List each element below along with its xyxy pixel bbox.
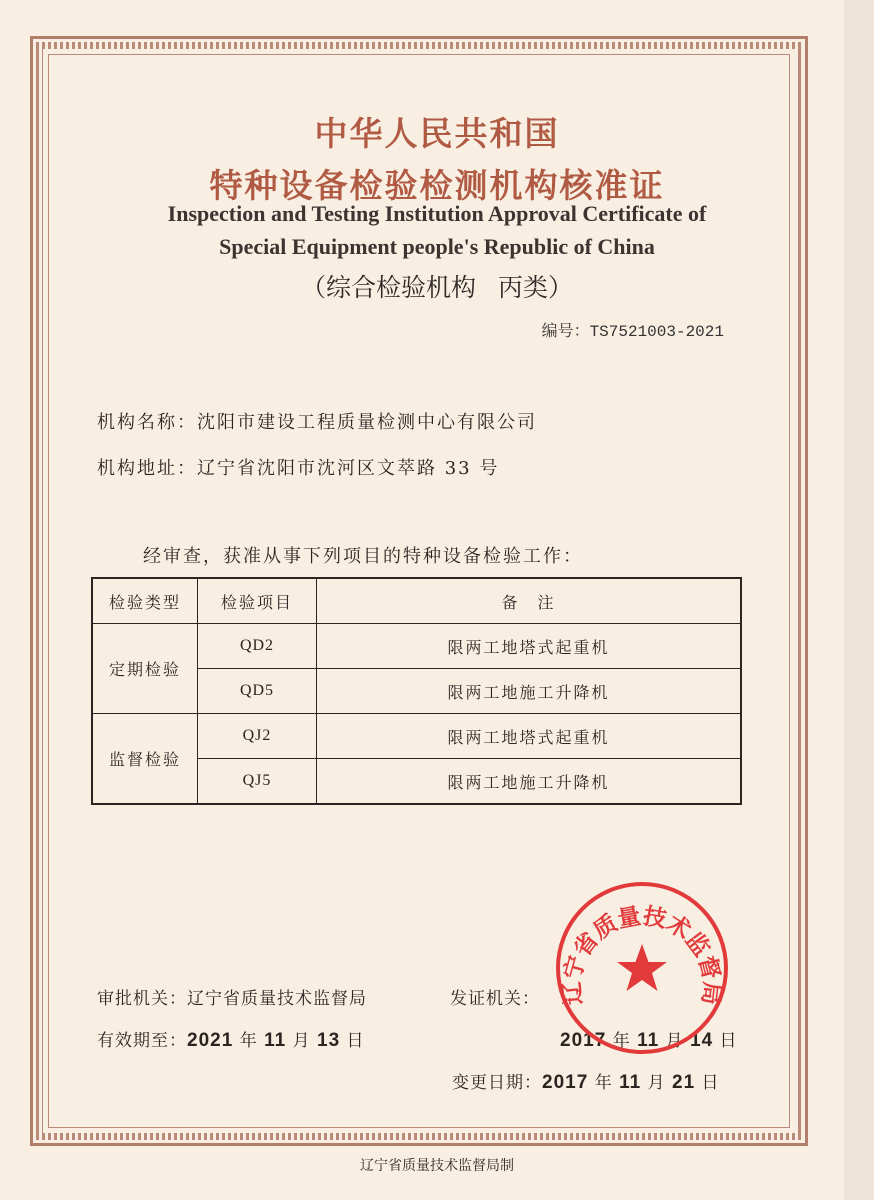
code-cell: QD2 xyxy=(198,624,317,669)
institution-name-value: 沈阳市建设工程质量检测中心有限公司 xyxy=(197,412,537,433)
issue-year: 2017 xyxy=(560,1030,607,1051)
note-cell: 限两工地塔式起重机 xyxy=(317,714,742,759)
valid-month: 11 xyxy=(264,1030,287,1051)
title-cn-line1: 中华人民共和国 xyxy=(314,114,560,153)
unit-year: 年 xyxy=(612,1031,631,1051)
footer-issuer: 辽宁省质量技术监督局制 xyxy=(360,1158,514,1174)
institution-address-row xyxy=(97,454,499,480)
unit-month: 月 xyxy=(665,1031,684,1051)
unit-day: 日 xyxy=(346,1031,365,1051)
header-type: 检验类型 xyxy=(92,578,198,624)
approver-value: 辽宁省质量技术监督局 xyxy=(187,989,367,1009)
unit-year: 年 xyxy=(594,1073,613,1093)
type-cell: 监督检验 xyxy=(92,714,198,805)
institution-address-label: 机构地址： xyxy=(97,458,197,479)
valid-day: 13 xyxy=(317,1030,341,1051)
official-seal xyxy=(552,878,732,1058)
valid-label: 有效期至： xyxy=(97,1031,187,1051)
unit-month: 月 xyxy=(647,1073,666,1093)
change-date-row xyxy=(452,1068,720,1094)
unit-year: 年 xyxy=(239,1031,258,1051)
title-cn-line2: 特种设备检验检测机构核准证 xyxy=(209,166,665,205)
code-cell: QJ2 xyxy=(198,714,317,759)
code-cell: QD5 xyxy=(198,669,317,714)
title-en-line2: Special Equipment people's Republic of China xyxy=(219,234,655,259)
change-year: 2017 xyxy=(542,1072,589,1093)
change-day: 21 xyxy=(672,1072,696,1093)
unit-day: 日 xyxy=(719,1031,738,1051)
institution-address-value: 辽宁省沈阳市沈河区文萃路 33 号 xyxy=(197,458,500,479)
intro-text: 经审查，获准从事下列项目的特种设备检验工作： xyxy=(143,546,583,567)
issue-month: 11 xyxy=(637,1030,660,1051)
inspection-items-table xyxy=(91,577,742,805)
institution-name-row xyxy=(97,408,537,434)
table-header-row xyxy=(92,578,741,624)
title-en-line1: Inspection and Testing Institution Approval Certificate of xyxy=(167,201,707,226)
note-cell: 限两工地施工升降机 xyxy=(317,669,742,714)
header-note: 备 注 xyxy=(317,578,742,624)
header-item: 检验项目 xyxy=(198,578,317,624)
change-month: 11 xyxy=(619,1072,642,1093)
issuer-row xyxy=(450,984,540,1009)
subtitle xyxy=(0,268,874,304)
type-cell: 定期检验 xyxy=(92,624,198,714)
star-icon xyxy=(617,944,667,991)
change-label: 变更日期： xyxy=(452,1073,542,1093)
seal-text-path: 辽宁省质量技术监督局 xyxy=(559,903,725,1007)
subtitle-right: 丙类） xyxy=(498,273,574,302)
table-row xyxy=(92,714,741,759)
unit-month: 月 xyxy=(292,1031,311,1051)
approver-label: 审批机关： xyxy=(97,989,187,1009)
code-cell: QJ5 xyxy=(198,759,317,805)
issuer-label: 发证机关： xyxy=(450,989,540,1009)
unit-day: 日 xyxy=(701,1073,720,1093)
issue-day: 14 xyxy=(690,1030,714,1051)
subtitle-left: （综合检验机构 xyxy=(300,273,476,302)
valid-until-row xyxy=(97,1026,365,1052)
approver-row xyxy=(97,984,367,1009)
note-cell: 限两工地塔式起重机 xyxy=(317,624,742,669)
table-row xyxy=(92,624,741,669)
institution-name-label: 机构名称： xyxy=(97,412,197,433)
valid-year: 2021 xyxy=(187,1030,234,1051)
note-cell: 限两工地施工升降机 xyxy=(317,759,742,805)
certificate-number: 编号：TS7521003-2021 xyxy=(541,323,724,341)
